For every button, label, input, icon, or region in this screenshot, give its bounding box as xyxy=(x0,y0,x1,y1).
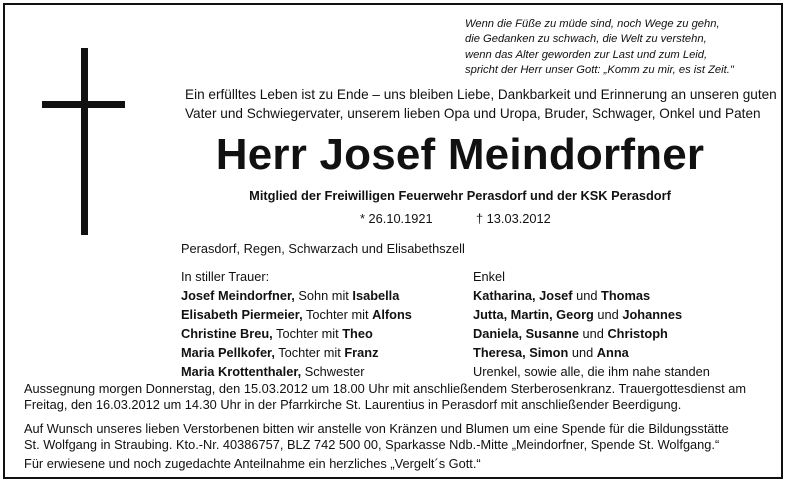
poem-line: wenn das Alter geworden zur Last und zum Leid, xyxy=(465,48,708,61)
cross-horizontal-bar xyxy=(42,101,125,108)
mourners-heading: In stiller Trauer: xyxy=(181,269,270,284)
list-item: Maria Pellkofer, Tochter mit Franz xyxy=(181,345,379,361)
list-item: Katharina, Josef und Thomas xyxy=(473,288,651,304)
notice-line: Aussegnung morgen Donnerstag, den 15.03.2012 um 18.00 Uhr mit anschließendem Sterberosenkranz. Trauergottesdienst am xyxy=(24,381,747,396)
birth-date: * 26.10.1921 xyxy=(360,211,433,226)
intro-line: Ein erfülltes Leben ist zu Ende – uns bleiben Liebe, Dankbarkeit und Erinnerung an unseren guten xyxy=(185,87,777,102)
list-item: Maria Krottenthaler, Schwester xyxy=(181,364,365,380)
mourners-list xyxy=(181,267,412,382)
places-line: Perasdorf, Regen, Schwarzach und Elisabethszell xyxy=(181,241,465,256)
intro-line: Vater und Schwiegervater, unserem lieben Opa und Uropa, Bruder, Schwager, Onkel und Paten xyxy=(185,106,761,121)
notice-line: St. Wolfgang in Straubing. Kto.-Nr. 40386757, BLZ 742 500 00, Sparkasse Ndb.-Mitte „Meindorfner, Spende St. Wolfgang.“ xyxy=(24,437,720,453)
grandchildren-list xyxy=(473,267,710,382)
notice-line: Für erwiesene und noch zugedachte Anteilnahme ein herzliches „Vergelt´s Gott.“ xyxy=(24,456,481,471)
obituary-notice xyxy=(3,3,783,479)
list-item: Daniela, Susanne und Christoph xyxy=(473,326,668,342)
notice-line: Auf Wunsch unseres lieben Verstorbenen bitten wir anstelle von Kränzen und Blumen um eine Spende für die Bildungsstätte xyxy=(24,421,729,436)
intro-text xyxy=(185,85,777,123)
notice-line: Freitag, den 16.03.2012 um 14.30 Uhr in der Pfarrkirche St. Laurentius in Perasdorf mit anschließender Beerdigung. xyxy=(24,397,682,413)
poem-line: spricht der Herr unser Gott: „Komm zu mir, es ist Zeit." xyxy=(465,63,734,76)
poem xyxy=(465,17,785,78)
membership-line: Mitglied der Freiwilligen Feuerwehr Perasdorf und der KSK Perasdorf xyxy=(249,188,671,203)
donation-notice xyxy=(24,421,784,453)
list-item: Christine Breu, Tochter mit Theo xyxy=(181,326,373,342)
deceased-name: Herr Josef Meindorfner xyxy=(215,130,705,179)
list-item: Josef Meindorfner, Sohn mit Isabella xyxy=(181,288,400,304)
cross-vertical-bar xyxy=(81,48,88,235)
funeral-notice xyxy=(24,381,784,413)
list-item: Elisabeth Piermeier, Tochter mit Alfons xyxy=(181,307,412,323)
list-item: Theresa, Simon und Anna xyxy=(473,345,629,361)
death-date: † 13.03.2012 xyxy=(476,211,551,226)
poem-line: Wenn die Füße zu müde sind, noch Wege zu gehn, xyxy=(465,18,720,30)
thanks-notice xyxy=(24,456,784,472)
grandchildren-heading: Enkel xyxy=(473,269,506,284)
poem-line: die Gedanken zu schwach, die Welt zu verstehn, xyxy=(465,33,707,46)
list-item: Jutta, Martin, Georg und Johannes xyxy=(473,307,683,323)
list-item: Urenkel, sowie alle, die ihm nahe standen xyxy=(473,364,710,380)
